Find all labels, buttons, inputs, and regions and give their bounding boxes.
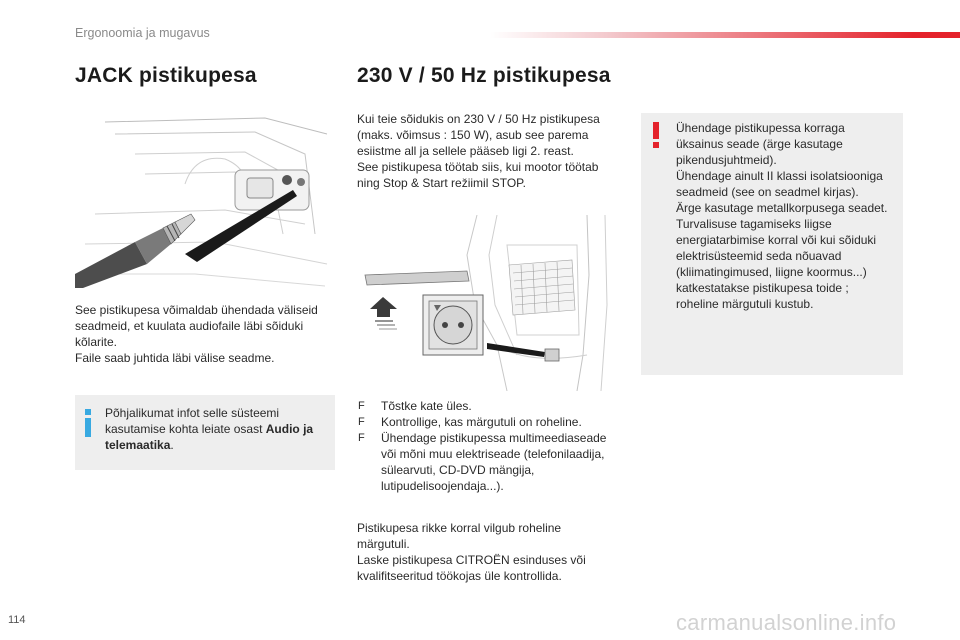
page-number: 114 [8,614,26,626]
info-icon [85,409,91,437]
jack-description-line: seadmeid, et kuulata audiofaile läbi sõiduki [75,319,304,333]
warning-line: roheline märgutuli kustub. [676,297,814,311]
v230-intro-line: See pistikupesa töötab siis, kui mootor töötab [357,160,599,174]
fault-line: kvalifitseeritud töökojas üle kontrollida. [357,569,562,583]
jack-socket-illustration [75,114,330,288]
v230-intro-line: ning Stop & Start režiimil STOP. [357,176,526,190]
v230-heading: 230 V / 50 Hz pistikupesa [357,64,611,87]
step-text: Kontrollige, kas märgutuli on roheline. [381,415,582,429]
step-text: Ühendage pistikupessa multimeediaseade [381,431,607,445]
fault-line: Pistikupesa rikke korral vilgub roheline [357,521,562,535]
step-text: lutipudelisoojendaja...). [381,479,504,493]
step-item [357,414,622,430]
steps-list [357,398,622,494]
power-socket-illustration [357,215,617,391]
step-marker: F [358,432,365,444]
info-text-line: Põhjalikumat infot selle süsteemi [105,406,280,420]
header-accent-bar [490,32,960,38]
step-marker: F [358,400,365,412]
v230-intro-line: (maks. võimsus : 150 W), asub see parema [357,128,589,142]
jack-description-line: Faile saab juhtida läbi välise seadme. [75,351,275,365]
step-item [357,430,622,494]
warning-box [641,113,903,375]
step-item [357,398,622,414]
fault-line: märgutuli. [357,537,410,551]
warning-icon [653,122,659,148]
warning-line: katkestatakse pistikupesa toide ; [676,281,849,295]
fault-notice [357,520,627,584]
warning-line: Ühendage pistikupessa korraga [676,121,845,135]
info-text-line: kasutamise kohta leiate osast [105,422,266,436]
jack-description-line: See pistikupesa võimaldab ühendada väliseid [75,303,318,317]
step-text: või mõni muu elektriseade (telefonilaadija, [381,447,605,461]
v230-intro-line: Kui teie sõidukis on 230 V / 50 Hz pistikupesa [357,112,600,126]
warning-line: Ärge kasutage metallkorpusega seadet. [676,201,888,215]
warning-line: seadmeid (see on seadmel kirjas). [676,185,859,199]
warning-line: energiatarbimise korral või kui sõiduki [676,233,877,247]
audio-telematics-link-2[interactable]: telemaatika [105,438,171,452]
jack-description [75,302,340,366]
v230-intro [357,111,627,191]
warning-text [676,120,900,312]
warning-line: pikendusjuhtmeid). [676,153,777,167]
warning-line: Turvalisuse tagamiseks liigse [676,217,832,231]
step-text: Tõstke kate üles. [381,399,472,413]
warning-line: (kliimatingimused, liigne koormus...) [676,265,867,279]
info-text [105,405,329,453]
step-marker: F [358,416,365,428]
warning-line: üksainus seade (ärge kasutage [676,137,843,151]
v230-intro-line: esiistme all ja sellele pääseb ligi 2. reast. [357,144,574,158]
audio-telematics-link[interactable]: Audio ja [265,422,314,436]
step-text: sülearvuti, CD-DVD mängija, [381,463,535,477]
warning-line: elektrisüsteemid seda nõuavad [676,249,842,263]
jack-heading: JACK pistikupesa [75,64,257,87]
info-suffix: . [170,438,174,452]
jack-description-line: kõlarite. [75,335,118,349]
info-box [75,395,335,470]
section-title: Ergonoomia ja mugavus [75,26,210,40]
fault-line: Laske pistikupesa CITROËN esinduses või [357,553,586,567]
watermark: carmanualsonline.info [676,610,897,635]
warning-line: Ühendage ainult II klassi isolatsiooniga [676,169,883,183]
